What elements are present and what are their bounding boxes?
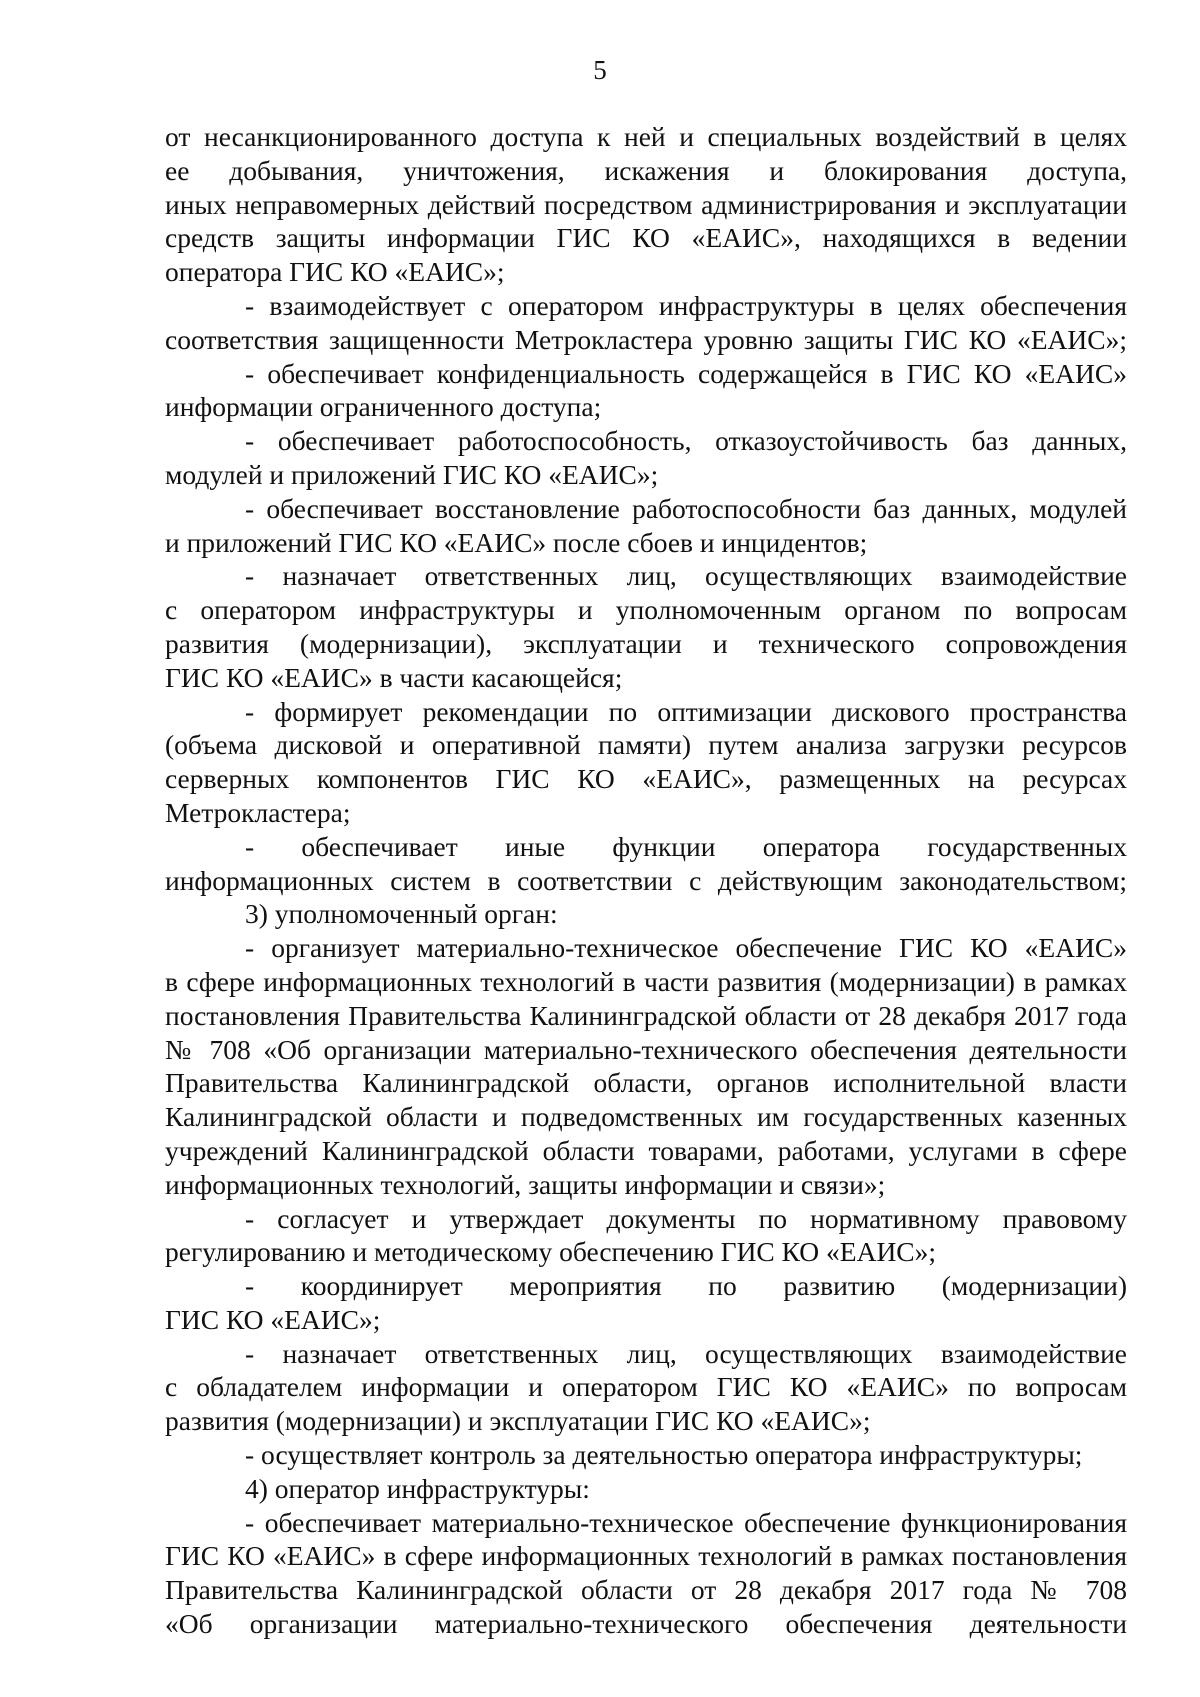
text-line: постановления Правительства Калининградской области от 28 декабря 2017 года <box>165 999 1127 1031</box>
text-line: серверных компонентов ГИС КО «ЕАИС», размещенных на ресурсах <box>165 763 1127 795</box>
text-line: - назначает ответственных лиц, осуществляющих взаимодействие <box>245 1337 1127 1369</box>
text-line: и приложений ГИС КО «ЕАИС» после сбоев и инцидентов; <box>165 526 868 558</box>
text-line: учреждений Калининградской области товарами, работами, услугами в сфере <box>165 1134 1127 1166</box>
text-line: иных неправомерных действий посредством администрирования и эксплуатации <box>165 188 1127 220</box>
text-line: информационных систем в соответствии с действующим законодательством; <box>165 864 1127 896</box>
text-line: Правительства Калининградской области от 28 декабря 2017 года № 708 <box>165 1574 1127 1606</box>
text-line: с обладателем информации и оператором ГИС КО «ЕАИС» по вопросам <box>165 1371 1127 1403</box>
document-body <box>165 120 1127 1641</box>
page-number: 5 <box>593 55 607 85</box>
text-line: - согласует и утверждает документы по нормативному правовому <box>245 1202 1127 1234</box>
text-line: Калининградской области и подведомственных им государственных казенных <box>165 1101 1127 1133</box>
text-line: ГИС КО «ЕАИС» в части касающейся; <box>165 661 623 693</box>
text-line: - формирует рекомендации по оптимизации дискового пространства <box>245 695 1127 727</box>
text-line: - организует материально-техническое обеспечение ГИС КО «ЕАИС» <box>245 932 1127 964</box>
text-line: ГИС КО «ЕАИС»; <box>165 1303 381 1335</box>
text-line: - обеспечивает конфиденциальность содержащейся в ГИС КО «ЕАИС» <box>245 357 1127 389</box>
text-line: оператора ГИС КО «ЕАИС»; <box>165 256 505 288</box>
text-line: средств защиты информации ГИС КО «ЕАИС», находящихся в ведении <box>165 222 1127 254</box>
text-line: в сфере информационных технологий в части развития (модернизации) в рамках <box>165 965 1127 997</box>
text-line: соответствия защищенности Метрокластера уровню защиты ГИС КО «ЕАИС»; <box>165 323 1127 355</box>
text-line: с оператором инфраструктуры и уполномоченным органом по вопросам <box>165 594 1127 626</box>
text-line: развития (модернизации), эксплуатации и технического сопровождения <box>165 627 1127 659</box>
text-line: - осуществляет контроль за деятельностью оператора инфраструктуры; <box>245 1439 1083 1471</box>
text-line: 4) оператор инфраструктуры: <box>245 1472 590 1504</box>
text-line: - обеспечивает работоспособность, отказоустойчивость баз данных, <box>245 425 1127 457</box>
text-line: ГИС КО «ЕАИС» в сфере информационных технологий в рамках постановления <box>165 1540 1127 1572</box>
text-line: «Об организации материально-технического обеспечения деятельности <box>165 1608 1127 1640</box>
text-line: Правительства Калининградской области, органов исполнительной власти <box>165 1067 1127 1099</box>
text-line: - взаимодействует с оператором инфраструктуры в целях обеспечения <box>245 289 1127 321</box>
text-line: - обеспечивает материально-техническое обеспечение функционирования <box>245 1506 1127 1538</box>
text-line: - обеспечивает восстановление работоспособности баз данных, модулей <box>245 492 1127 524</box>
text-line: ее добывания, уничтожения, искажения и блокирования доступа, <box>165 154 1127 186</box>
text-line: от несанкционированного доступа к ней и специальных воздействий в целях <box>165 121 1127 152</box>
text-line: № 708 «Об организации материально-технического обеспечения деятельности <box>165 1033 1127 1065</box>
text-line: (объема дисковой и оперативной памяти) путем анализа загрузки ресурсов <box>165 729 1127 761</box>
text-line: регулированию и методическому обеспечению ГИС КО «ЕАИС»; <box>165 1236 937 1268</box>
text-line: информационных технологий, защиты информации и связи»; <box>165 1168 886 1200</box>
text-line: 3) уполномоченный орган: <box>245 898 558 930</box>
text-line: - координирует мероприятия по развитию (модернизации) <box>245 1270 1127 1302</box>
text-line: - обеспечивает иные функции оператора государственных <box>245 830 1127 862</box>
text-line: развития (модернизации) и эксплуатации ГИС КО «ЕАИС»; <box>165 1405 871 1437</box>
text-line: информации ограниченного доступа; <box>165 391 602 423</box>
text-line: модулей и приложений ГИС КО «ЕАИС»; <box>165 458 659 490</box>
text-line: Метрокластера; <box>165 796 351 828</box>
text-line: - назначает ответственных лиц, осуществляющих взаимодействие <box>245 560 1127 592</box>
